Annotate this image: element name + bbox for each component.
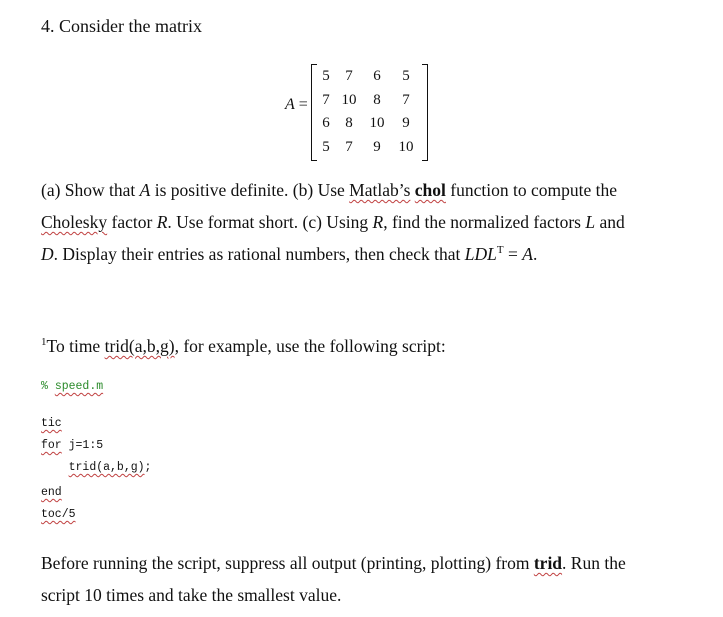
text: function to compute the [445,180,617,200]
matrix-entries [317,65,421,159]
end-keyword: end [41,486,62,499]
symbol-a: A [522,244,533,264]
matrix-right-bracket [422,64,428,161]
text: = [503,244,523,264]
semicolon: ; [144,461,152,474]
question-line-1 [41,180,617,201]
question-title: 4. Consider the matrix [41,16,202,36]
matrix-cell: 9 [373,138,381,155]
symbol-l: L [585,212,596,232]
text: Before running the script, suppress all output (printing, plotting) from [41,553,534,573]
code-trid [41,461,151,474]
matrix-cell: 6 [322,115,330,131]
matrix-cell: 9 [402,115,410,131]
text: . Display their entries as rational numbers, then check that [53,244,465,264]
code-for [41,439,103,452]
matrix-cell: 8 [345,115,353,131]
symbol-a: A [139,180,151,200]
trid-call-text: trid(a,b,g) [104,336,175,356]
transpose-mark: T [496,244,504,257]
matrix-cell: 5 [322,138,330,155]
matrix-cell: 8 [373,91,381,108]
text: , find the normalized factors [383,212,586,232]
matrix-cell: 5 [322,68,330,84]
question-line-3 [41,244,537,265]
text: is positive definite. (b) Use [150,180,350,200]
code-toc [41,508,76,521]
matrix-cell: 6 [373,68,381,84]
text: To time [46,336,105,356]
trid-call: trid(a,b,g) [68,461,145,474]
closing-line-2: script 10 times and take the smallest value. [41,585,342,605]
comment-prefix: % [41,380,55,393]
comment-filename: speed.m [54,380,104,393]
symbol-r: R [156,212,168,232]
code-end [41,486,62,499]
matrix-equals: = [294,96,308,113]
for-range: j=1:5 [61,439,104,452]
toc-call: toc/5 [41,508,76,521]
text: . Use format short. (c) Using [167,212,373,232]
text: . [532,244,538,264]
code-comment [41,380,103,393]
cholesky-word: Cholesky [41,212,108,232]
text: (a) Show that [41,180,140,200]
matrix-symbol: A [285,96,295,113]
question-line-2 [41,212,625,233]
matrix-label [285,96,308,114]
symbol-r: R [372,212,384,232]
for-keyword: for [41,439,62,452]
symbol-ldl: LDL [464,244,497,264]
footnote-mark: 1 [41,336,47,349]
footnote [41,336,446,357]
matrix-cell: 10 [341,91,357,108]
indent [41,461,69,474]
matrix [311,64,428,159]
closing-line-1 [41,553,626,574]
matrix-cell: 10 [398,138,414,155]
text: , for example, use the following script: [174,336,446,356]
matrix-cell: 5 [402,68,410,84]
matrix-cell: 10 [369,115,385,131]
tic-keyword: tic [41,417,62,430]
text: . Run the [562,553,626,573]
text: and [595,212,625,232]
matrix-cell: 7 [322,91,330,108]
matrix-cell: 7 [345,68,353,84]
symbol-d: D [41,244,54,264]
code-tic [41,417,62,430]
matlab-word: Matlab’s [349,180,411,200]
matrix-cell: 7 [345,138,353,155]
trid-keyword: trid [533,553,563,573]
text: factor [107,212,157,232]
matrix-cell: 7 [402,91,410,108]
chol-keyword: chol [414,180,446,200]
